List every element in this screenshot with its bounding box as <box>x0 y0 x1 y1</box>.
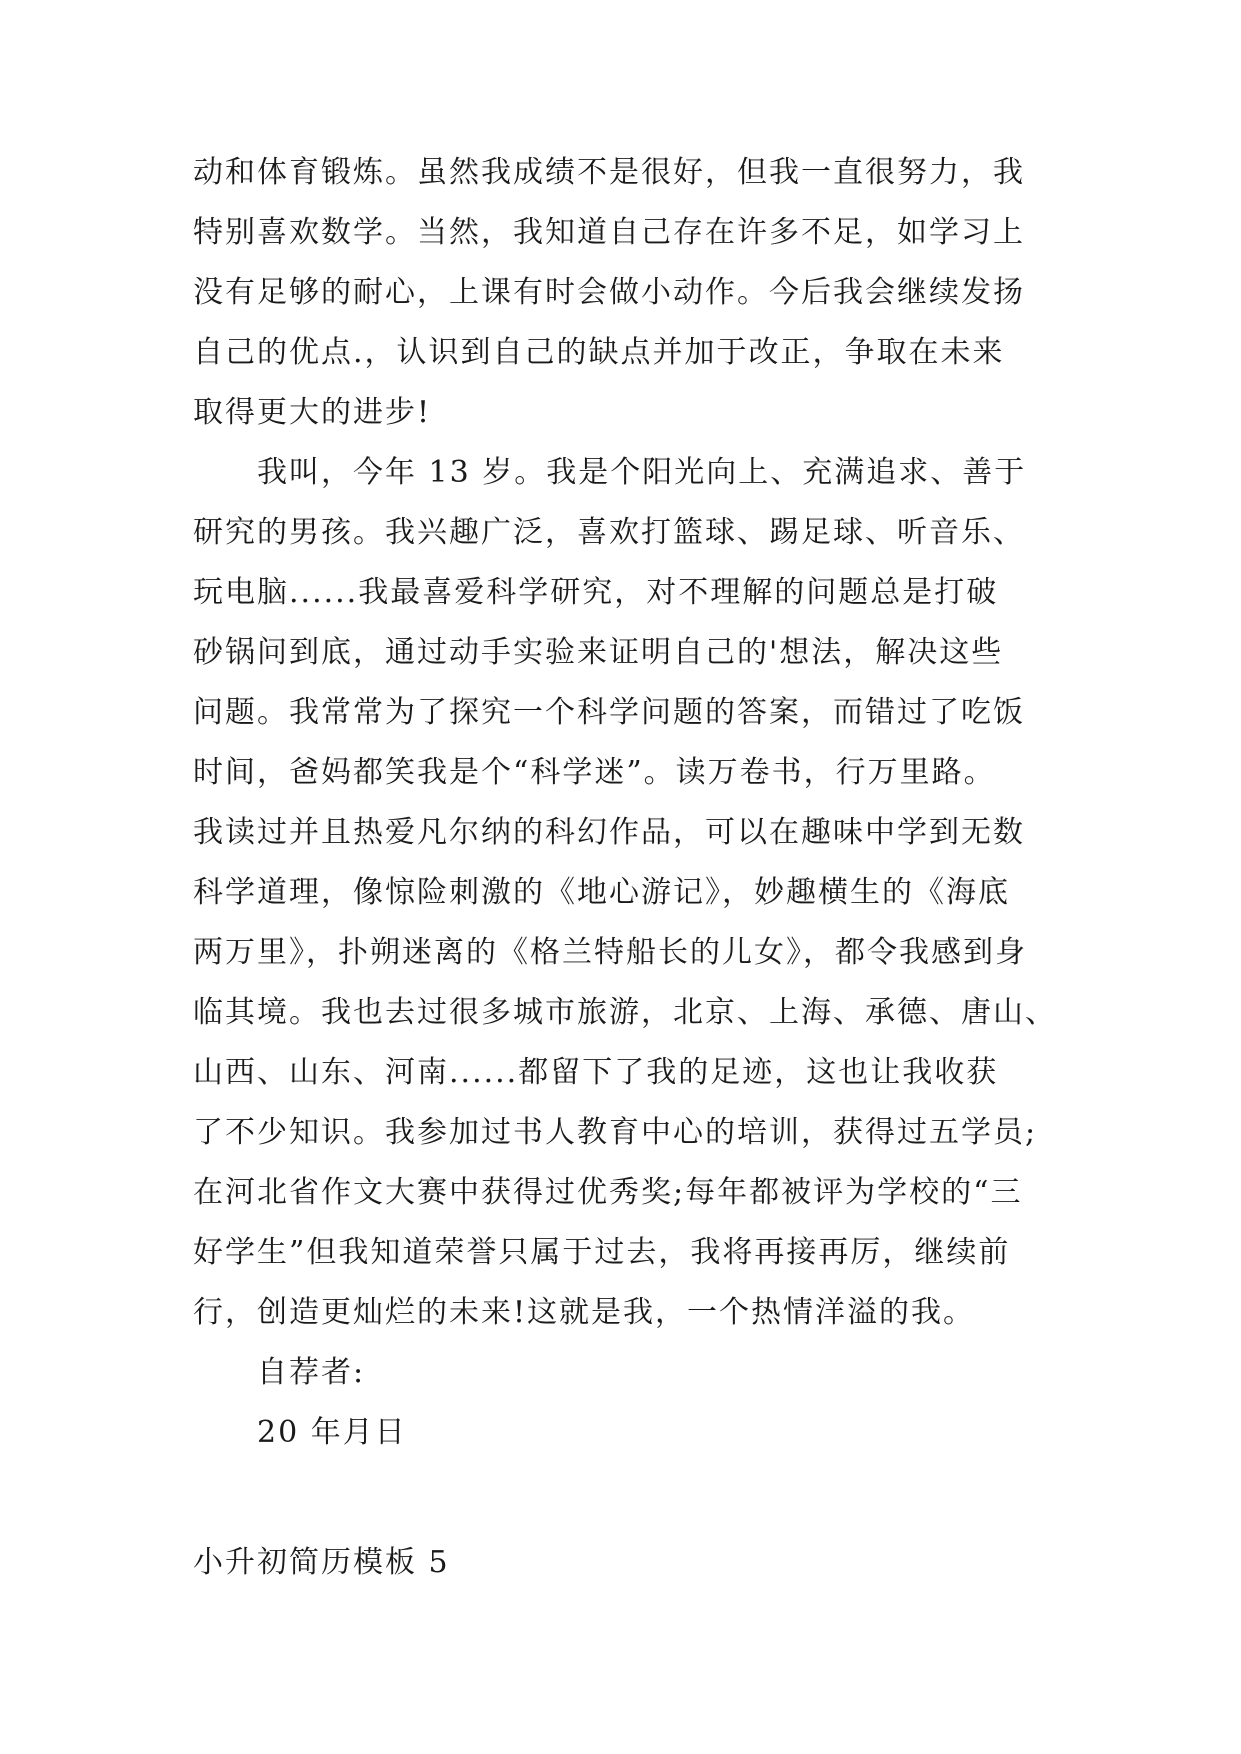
text-line: 时间，爸妈都笑我是个“科学迷”。读万卷书，行万里路。 <box>193 755 996 790</box>
text-line: 玩电脑......我最喜爱科学研究，对不理解的问题总是打破 <box>193 575 999 610</box>
text-line: 在河北省作文大赛中获得过优秀奖;每年都被评为学校的“三 <box>193 1175 1023 1210</box>
text-line: 问题。我常常为了探究一个科学问题的答案，而错过了吃饭 <box>193 695 1025 730</box>
text-line: 没有足够的耐心，上课有时会做小动作。今后我会继续发扬 <box>193 275 1025 310</box>
date-line: 20 年月日 <box>257 1415 407 1450</box>
section-title: 小升初简历模板 5 <box>193 1545 450 1580</box>
text-line: 砂锅问到底，通过动手实验来证明自己的'想法，解决这些 <box>193 635 1004 670</box>
text-line: 我读过并且热爱凡尔纳的科幻作品，可以在趣味中学到无数 <box>193 815 1025 850</box>
text-line: 临其境。我也去过很多城市旅游，北京、上海、承德、唐山、 <box>193 995 1057 1030</box>
text-line: 自己的优点.，认识到自己的缺点并加于改正，争取在未来 <box>193 335 1005 370</box>
paragraph-first-line: 我叫，今年 13 岁。我是个阳光向上、充满追求、善于 <box>257 455 1027 490</box>
text-line: 好学生”但我知道荣誉只属于过去，我将再接再厉，继续前 <box>193 1235 1011 1270</box>
text-line: 科学道理，像惊险刺激的《地心游记》，妙趣横生的《海底 <box>193 875 1010 910</box>
signature-line: 自荐者: <box>257 1355 366 1390</box>
text-line: 特别喜欢数学。当然，我知道自己存在许多不足，如学习上 <box>193 215 1025 250</box>
text-line: 研究的男孩。我兴趣广泛，喜欢打篮球、踢足球、听音乐、 <box>193 515 1025 550</box>
text-line: 山西、山东、河南......都留下了我的足迹，这也让我收获 <box>193 1055 999 1090</box>
text-line: 行，创造更灿烂的未来!这就是我，一个热情洋溢的我。 <box>193 1295 976 1330</box>
text-line: 了不少知识。我参加过书人教育中心的培训，获得过五学员; <box>193 1115 1038 1150</box>
text-line: 取得更大的进步! <box>193 395 432 430</box>
text-line: 两万里》，扑朔迷离的《格兰特船长的儿女》，都令我感到身 <box>193 935 1027 970</box>
text-line: 动和体育锻炼。虽然我成绩不是很好，但我一直很努力，我 <box>193 155 1025 190</box>
